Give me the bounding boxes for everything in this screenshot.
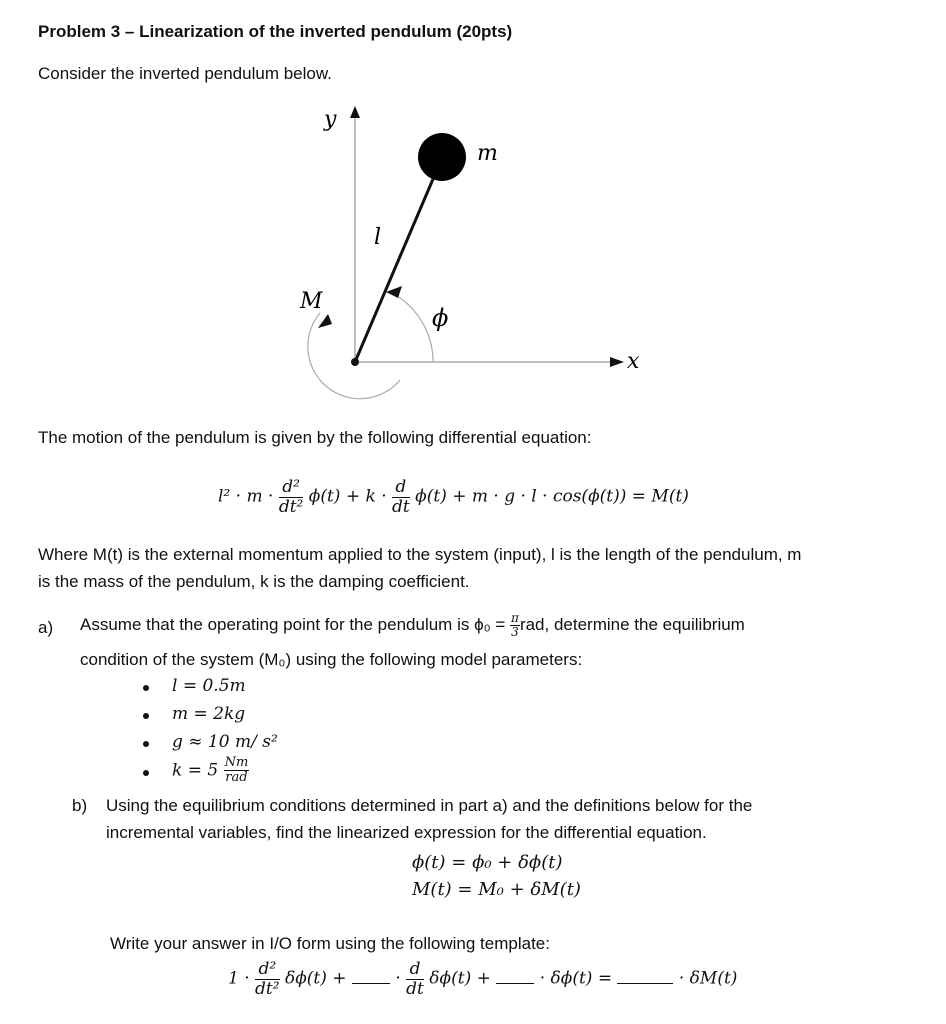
definition-M: M(t) = M₀ + δM(t) (412, 879, 581, 900)
answer-blank-2[interactable] (496, 982, 534, 984)
eq-d: d (392, 478, 410, 498)
intro-text: Consider the inverted pendulum below. (38, 64, 332, 83)
pi-over-3 (510, 612, 520, 639)
tpl-d: d (406, 960, 424, 980)
bullet (143, 741, 149, 747)
tpl-dot: · (395, 968, 401, 989)
angle-arrow-icon (386, 286, 402, 298)
pendulum-rod (355, 158, 442, 362)
problem-title: Problem 3 – Linearization of the inverted pendulum (20pts) (38, 22, 513, 41)
tpl-first-derivative (406, 960, 424, 998)
eq-dt2: dt² (278, 496, 304, 517)
M-label: M (300, 289, 323, 314)
part-a-line-1-post: rad, determine the equilibrium (519, 615, 745, 635)
eq-first-derivative (392, 478, 410, 516)
tpl-term-2: δϕ(t) + (429, 968, 491, 989)
moment-arrow-icon (318, 314, 332, 328)
tpl-second-derivative (255, 960, 280, 998)
answer-blank-1[interactable] (352, 982, 390, 984)
l-label: l (374, 225, 382, 250)
k-units-den: rad (225, 770, 248, 786)
param-g: g ≈ 10 m/ s² (172, 732, 278, 752)
x-axis-arrow (610, 357, 624, 367)
eq-d2: d² (279, 478, 304, 498)
tpl-dt2: dt² (255, 978, 280, 999)
part-b-line-1: Using the equilibrium conditions determined in part a) and the definitions below for the (106, 796, 753, 815)
pivot-dot (351, 358, 359, 366)
motion-text: The motion of the pendulum is given by the following differential equation: (38, 428, 592, 447)
tpl-dt: dt (406, 978, 424, 999)
bullet (143, 685, 149, 691)
part-a-label: a) (38, 618, 54, 637)
part-a-line-1 (80, 612, 745, 639)
bullet (143, 713, 149, 719)
angle-arc (390, 292, 433, 362)
k-units-num: Nm (224, 755, 249, 770)
part-a-line-1-pre: Assume that the operating point for the pendulum is ϕ₀ = (80, 615, 506, 635)
tpl-term-4: · δM(t) (678, 968, 738, 989)
eq-second-derivative (279, 478, 304, 516)
answer-blank-3[interactable] (617, 982, 673, 984)
eq-prefix: l² · m · (218, 486, 274, 507)
k-prefix: k = 5 (172, 760, 219, 781)
x-label: x (627, 349, 640, 374)
m-label: m (477, 141, 498, 166)
definition-phi: ϕ(t) = ϕ₀ + δϕ(t) (412, 852, 563, 873)
eq-dt: dt (392, 496, 410, 517)
param-k (172, 756, 249, 786)
pendulum-figure (280, 100, 660, 400)
where-line-2: is the mass of the pendulum, k is the damping coefficient. (38, 572, 470, 591)
where-line-1: Where M(t) is the external momentum applied to the system (input), l is the length of the pendulum, m (38, 545, 802, 564)
tpl-term-1: δϕ(t) + (284, 968, 347, 989)
y-axis-arrow (350, 106, 360, 118)
part-a-line-2: condition of the system (M₀) using the following model parameters: (80, 650, 583, 669)
part-b-line-2: incremental variables, find the linearized expression for the differential equation. (106, 823, 707, 842)
part-b-label: b) (72, 796, 88, 815)
tpl-d2: d² (255, 960, 280, 980)
pi-symbol: π (511, 611, 519, 625)
tpl-term-3: · δϕ(t) = (539, 968, 613, 989)
pendulum-mass (418, 133, 466, 181)
k-units (224, 756, 250, 786)
answer-template (228, 960, 737, 998)
bullet (143, 770, 149, 776)
template-instruction: Write your answer in I/O form using the following template: (110, 934, 550, 953)
param-l: l = 0.5m (172, 676, 246, 696)
eq-rest: ϕ(t) + m · g · l · cos(ϕ(t)) = M(t) (415, 486, 689, 507)
param-m: m = 2kg (172, 704, 246, 724)
three-denominator: 3 (511, 625, 519, 640)
y-label: y (324, 107, 337, 132)
eq-phi-term: ϕ(t) + k · (308, 486, 387, 507)
main-equation (218, 478, 689, 516)
tpl-one: 1 · (228, 968, 250, 989)
phi-label: ϕ (432, 304, 449, 332)
